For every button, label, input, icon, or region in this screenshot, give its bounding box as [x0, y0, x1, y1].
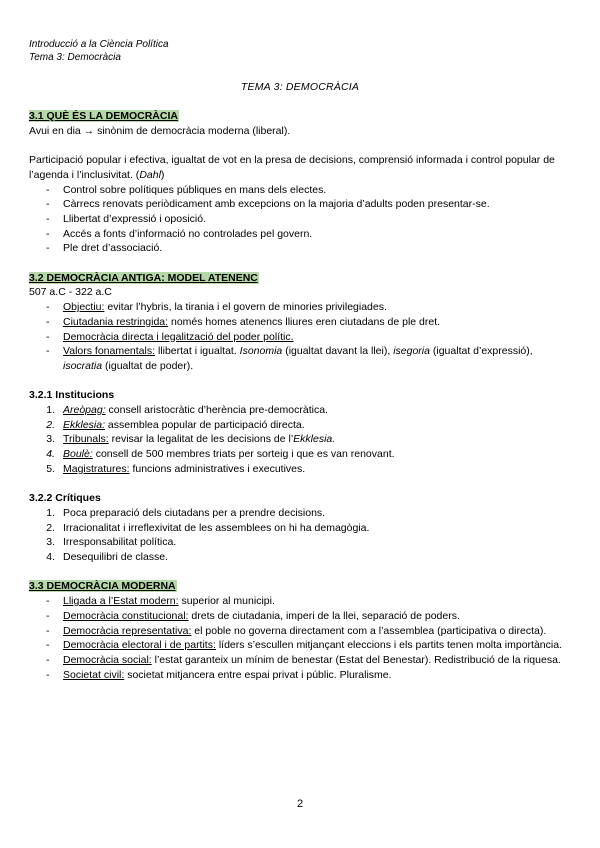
list-item: - Ciutadania restringida: només homes atenencs lliures eren ciutadans de ple dret.: [29, 315, 574, 330]
document-title: TEMA 3: DEMOCRÀCIA: [240, 81, 360, 93]
list-item: 4. Boulè: consell de 500 membres triats per sorteig i que es van renovant.: [46, 448, 395, 461]
dahl-definition: Participació popular i efectiva, igualtat de vot en la presa de decisions, comprensió informada i control popular de l’agenda i l’inclusivitat. (Dahl): [29, 154, 555, 181]
list-item: - Democràcia electoral i de partits: líders s’escullen mitjançant eleccions i els partits tenen molta importància.: [29, 638, 574, 653]
list-item: 5. Magistratures: funcions administratives i executives.: [46, 462, 306, 475]
athenian-model-list: [29, 300, 574, 374]
list-item: - Democràcia directa i legalització del poder polític.: [29, 330, 574, 345]
list-item: - Democràcia constitucional: drets de ciutadania, imperi de la llei, separació de poders.: [29, 609, 574, 624]
list-item: - Societat civil: societat mitjancera entre espai privat i públic. Pluralisme.: [29, 668, 574, 683]
section-heading-3-1: 3.1 QUÈ ÉS LA DEMOCRÀCIA: [29, 110, 178, 122]
list-item: - Lligada a l’Estat modern: superior al municipi.: [29, 594, 574, 609]
list-item: - Objectiu: evitar l’hybris, la tirania i el govern de minories privilegiades.: [29, 300, 574, 315]
list-item: 2. Ekklesia: assemblea popular de participació directa.: [46, 418, 305, 431]
page-number: 2: [296, 798, 304, 810]
header-topic: Tema 3: Democràcia: [29, 52, 121, 63]
subsection-heading-3-2-2: 3.2.2 Crítiques: [29, 492, 101, 505]
critiques-list: [29, 506, 574, 565]
list-item: - Ple dret d’associació.: [29, 241, 574, 256]
list-item: - Control sobre polítiques públiques en mans dels electes.: [29, 183, 574, 198]
header-course: Introducció a la Ciència Política: [29, 39, 169, 50]
date-range: 507 a.C - 322 a.C: [29, 286, 112, 299]
subsection-heading-3-2-1: 3.2.1 Institucions: [29, 389, 115, 402]
list-item: - Democràcia social: l’estat garanteix un mínim de benestar (Estat del Benestar). Redistribució de la riquesa.: [29, 653, 574, 668]
list-item: - Democràcia representativa: el poble no governa directament com a l’assemblea (participativa o directa).: [29, 624, 574, 639]
list-item: 1. Poca preparació dels ciutadans per a prendre decisions.: [46, 506, 326, 519]
list-item: 3. Tribunals: revisar la legalitat de les decisions de l’Ekklesia.: [46, 433, 336, 446]
modern-democracy-list: [29, 594, 574, 682]
list-item: - Llibertat d’expressió i oposició.: [29, 212, 574, 227]
institutions-list: [29, 403, 574, 477]
list-item: 4. Desequilibri de classe.: [46, 551, 169, 564]
intro-line: Avui en dia → sinònim de democràcia moderna (liberal).: [29, 124, 291, 137]
section-heading-3-2: 3.2 DEMOCRÀCIA ANTIGA: MODEL ATENENC: [29, 271, 258, 284]
list-item: - Càrrecs renovats periòdicament amb excepcions on la majoria d’adults poden presentar-se.: [29, 197, 574, 212]
dahl-criteria-list: [29, 183, 574, 257]
document-body: [29, 109, 574, 682]
section-heading-3-3: 3.3 DEMOCRÀCIA MODERNA: [29, 580, 176, 593]
list-item: 3. Irresponsabilitat política.: [46, 536, 177, 549]
list-item: - Valors fonamentals: llibertat i igualtat. Isonomia (igualtat davant la llei), isegoria (igualtat d’expressió), isocratia (igualtat de poder).: [29, 344, 574, 373]
list-item: 2. Irracionalitat i irreflexivitat de les assemblees on hi ha demagògia.: [46, 521, 370, 534]
list-item: - Accés a fonts d’informació no controlades pel govern.: [29, 227, 574, 242]
list-item: 1. Areòpag: consell aristocràtic d’herència pre-democràtica.: [46, 404, 328, 417]
